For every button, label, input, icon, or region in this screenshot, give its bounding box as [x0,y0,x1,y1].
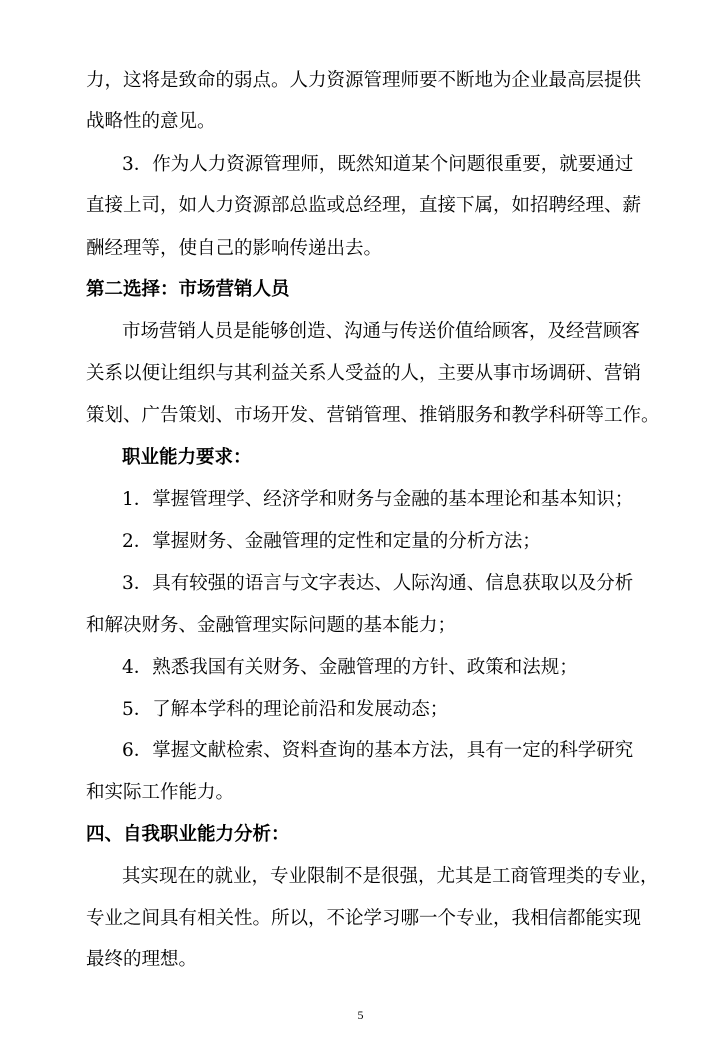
section-heading-self-analysis: 四、自我职业能力分析： [86,824,290,845]
subheading-ability-requirements: 职业能力要求： [122,447,252,468]
paragraph-self-analysis-line-3: 最终的理想。 [86,949,198,970]
paragraph-hr-continued-line-2: 战略性的意见。 [86,111,216,132]
requirement-item-5: 5．了解本学科的理论前沿和发展动态； [122,699,449,720]
paragraph-self-analysis-line-1: 其实现在的就业，专业限制不是很强，尤其是工商管理类的专业， [122,866,659,887]
paragraph-marketing-line-3: 策划、广告策划、市场开发、营销管理、推销服务和教学科研等工作。 [86,405,660,426]
requirement-item-2: 2．掌握财务、金融管理的定性和定量的分析方法； [122,531,541,552]
requirement-item-3-line-1: 3．具有较强的语言与文字表达、人际沟通、信息获取以及分析 [122,573,634,594]
paragraph-marketing-line-2: 关系以便让组织与其利益关系人受益的人，主要从事市场调研、营销 [86,363,642,384]
requirement-item-4: 4．熟悉我国有关财务、金融管理的方针、政策和法规； [122,657,578,678]
paragraph-hr-point-3-line-3: 酬经理等，使自己的影响传递出去。 [86,238,383,259]
paragraph-hr-continued-line-1: 力，这将是致命的弱点。人力资源管理师要不断地为企业最高层提供 [86,70,642,91]
paragraph-marketing-line-1: 市场营销人员是能够创造、沟通与传送价值给顾客，及经营顾客 [122,321,641,342]
requirement-item-3-line-2: 和解决财务、金融管理实际问题的基本能力； [86,615,457,636]
section-heading-marketing: 第二选择：市场营销人员 [86,279,290,300]
page-number: 5 [357,1008,364,1022]
requirement-item-6-line-1: 6．掌握文献检索、资料查询的基本方法，具有一定的科学研究 [122,740,634,761]
requirement-item-6-line-2: 和实际工作能力。 [86,782,235,803]
paragraph-self-analysis-line-2: 专业之间具有相关性。所以，不论学习哪一个专业，我相信都能实现 [86,908,642,929]
requirement-item-1: 1．掌握管理学、经济学和财务与金融的基本理论和基本知识； [122,489,634,510]
paragraph-hr-point-3-line-1: 3．作为人力资源管理师，既然知道某个问题很重要，就要通过 [122,154,634,175]
paragraph-hr-point-3-line-2: 直接上司，如人力资源部总监或总经理，直接下属，如招聘经理、薪 [86,195,642,216]
